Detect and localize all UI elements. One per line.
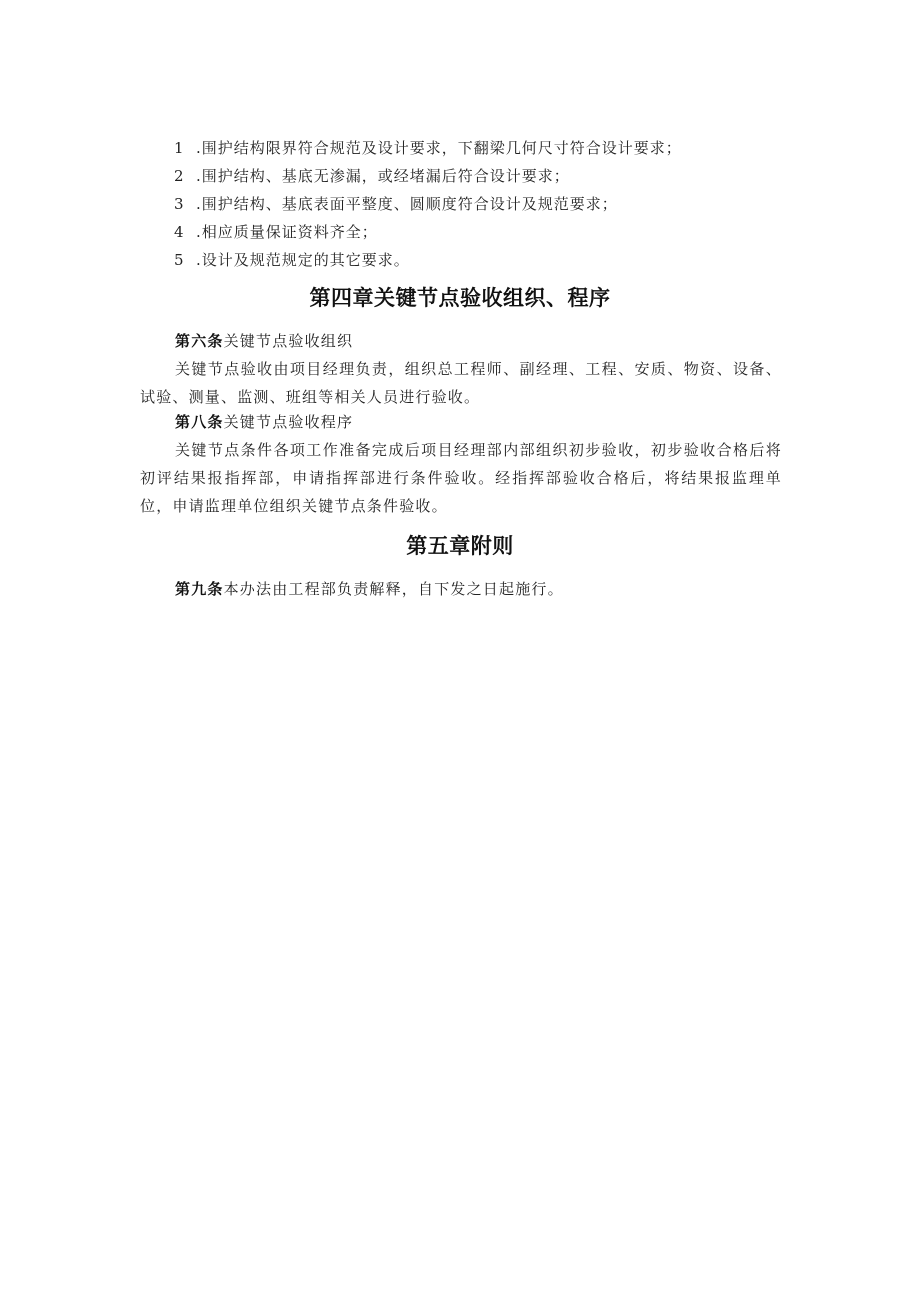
requirements-list <box>174 134 794 274</box>
article-6-title: 关键节点验收组织 <box>223 332 354 350</box>
list-item-number: 2 <box>174 167 185 185</box>
list-item-number: 4 <box>174 223 185 241</box>
list-item-text: .相应质量保证资料齐全； <box>196 223 378 241</box>
article-8 <box>140 408 782 520</box>
article-9 <box>140 575 782 603</box>
list-item-text: .设计及规范规定的其它要求。 <box>196 251 410 269</box>
article-9-label: 第九条 <box>175 580 224 598</box>
article-9-heading <box>140 575 782 603</box>
article-8-body: 关键节点条件各项工作准备完成后项目经理部内部组织初步验收，初步验收合格后将初评结果报指挥部，申请指挥部进行条件验收。经指挥部验收合格后，将结果报监理单位，申请监理单位组织关键节点条件验收。 <box>140 441 782 515</box>
article-6-label: 第六条 <box>175 332 224 350</box>
list-item-number: 5 <box>174 251 185 269</box>
list-item <box>174 190 794 218</box>
list-item <box>174 162 794 190</box>
chapter-4-title: 第四章关键节点验收组织、程序 <box>309 286 611 310</box>
list-item-number: 3 <box>174 195 185 213</box>
article-8-title: 关键节点验收程序 <box>223 413 354 431</box>
article-8-heading <box>140 408 782 436</box>
article-6 <box>140 327 782 411</box>
list-item-text: .围护结构、基底表面平整度、圆顺度符合设计及规范要求； <box>196 195 618 213</box>
list-item <box>174 218 794 246</box>
list-item <box>174 134 794 162</box>
list-item <box>174 246 794 274</box>
chapter-5-title: 第五章附则 <box>406 534 514 558</box>
article-9-body: 本办法由工程部负责解释，自下发之日起施行。 <box>223 580 564 598</box>
list-item-text: .围护结构、基底无渗漏，或经堵漏后符合设计要求； <box>196 167 570 185</box>
article-6-heading <box>140 327 782 355</box>
list-item-number: 1 <box>174 139 185 157</box>
list-item-text: .围护结构限界符合规范及设计要求，下翻梁几何尺寸符合设计要求； <box>196 139 682 157</box>
article-8-label: 第八条 <box>175 413 224 431</box>
article-6-body: 关键节点验收由项目经理负责，组织总工程师、副经理、工程、安质、物资、设备、试验、测量、监测、班组等相关人员进行验收。 <box>140 360 782 406</box>
